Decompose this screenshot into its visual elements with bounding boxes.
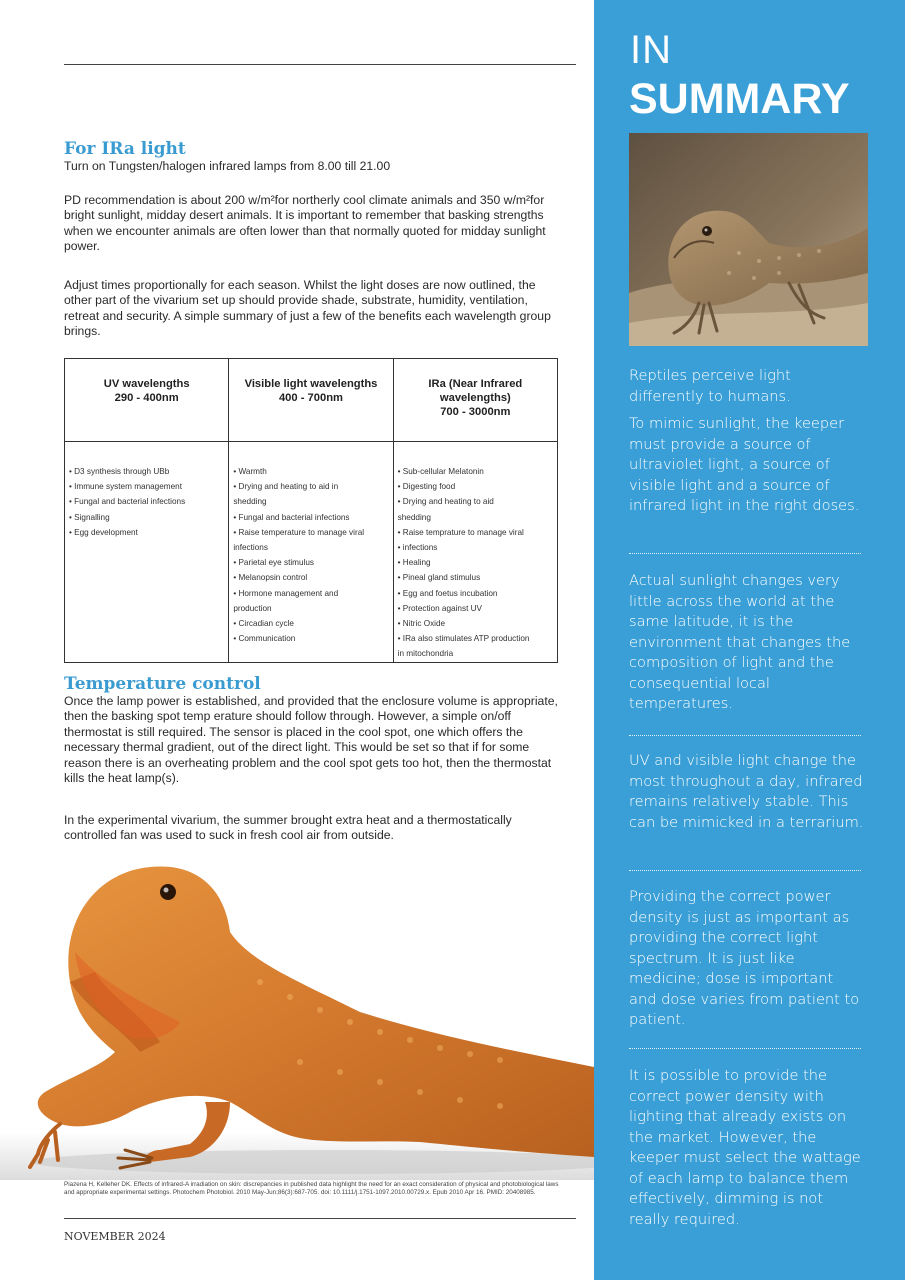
list-item: production bbox=[233, 603, 272, 613]
sidebar-title-summary: SUMMARY bbox=[629, 75, 850, 123]
list-item: • Egg and foetus incubation bbox=[397, 588, 498, 598]
table-cell-ira bbox=[393, 442, 557, 663]
list-item: • Sub-cellular Melatonin bbox=[397, 467, 484, 476]
list-item: • Parietal eye stimulus bbox=[233, 558, 315, 568]
wavelength-table bbox=[64, 358, 558, 663]
ira-paragraph-1: Turn on Tungsten/halogen infrared lamps from 8.00 till 21.00 bbox=[64, 159, 391, 173]
list-item: • Raise temprature to manage viral bbox=[397, 527, 524, 537]
ira-paragraph-2: PD recommendation is about 200 w/m²for northerly cool climate animals and 350 w/m²for bright sunlight, midday desert animals. It is important to remember that basking strengths when we encounter animals are often lower than that normally quoted for midday sunlight power. bbox=[64, 193, 546, 254]
list-item: • Fungal and bacterial infections bbox=[69, 497, 186, 507]
list-item: • Pineal gland stimulus bbox=[397, 573, 481, 583]
list-item: • Protection against UV bbox=[397, 603, 482, 613]
summary-paragraph-4: UV and visible light change the most throughout a day, infrared remains relatively stable. This can be mimicked in a terrarium. bbox=[629, 752, 864, 831]
list-item: • Healing bbox=[397, 558, 431, 568]
sidebar-title-in: IN bbox=[630, 28, 672, 72]
list-item: • Nitric Oxide bbox=[397, 619, 446, 629]
list-item: shedding bbox=[397, 512, 431, 522]
summary-paragraph-5: Providing the correct power density is just as important as providing the correct light spectrum. It is just like medicine; dose is important and dose varies from patient to patient. bbox=[629, 888, 860, 1028]
list-item: • Circadian cycle bbox=[233, 619, 294, 629]
footnote-reference: Piazena H, Kelleher DK. Effects of infrared-A irradiation on skin: discrepancies in published data highlight the need for an exact consideration of physical and photobiological laws and appropriate experimental settings. Photochem Photobiol. 2010 May-Jun;86(3):687-705. doi: 10.1111/j.1751-1097.2010.00729.x. Epub 2010 Apr 16. PMID: 20408985. bbox=[64, 1181, 559, 1196]
table-header-visible: Visible light wavelengths 400 - 700nm bbox=[229, 359, 393, 442]
temperature-paragraph-2: In the experimental vivarium, the summer brought extra heat and a thermostatically controlled fan was used to suck in fresh cool air from outside. bbox=[64, 813, 512, 843]
list-item: • Drying and heating to aid bbox=[397, 497, 494, 507]
summary-divider bbox=[629, 870, 861, 871]
list-item: • Melanopsin control bbox=[233, 573, 308, 583]
table-cell-uv bbox=[65, 442, 229, 663]
list-item: • Fungal and bacterial infections bbox=[233, 512, 350, 522]
list-item: • D3 synthesis through UBb bbox=[69, 467, 170, 476]
bearded-dragon-photo bbox=[0, 862, 594, 1180]
top-rule bbox=[64, 64, 576, 65]
table-cell-visible bbox=[229, 442, 393, 663]
list-item: • Immune system management bbox=[69, 482, 182, 492]
list-item: • Hormone management and bbox=[233, 588, 339, 598]
temperature-paragraph-1: Once the lamp power is established, and provided that the enclosure volume is appropriate, then the basking spot temp erature should follow through. However, a simple on/off thermostat is still required. The sensor is placed in the cool spot, one which offers the necessary thermal gradient, out of the direct light. This would be set so that if for some reason there is an overheating problem and the cool spot gets too hot, then the thermostat kills the heat lamp(s). bbox=[64, 694, 558, 786]
list-item: shedding bbox=[233, 497, 267, 507]
temperature-heading: Temperature control bbox=[64, 674, 261, 694]
list-item: in mitochondria bbox=[397, 649, 454, 659]
lizard-on-rock-photo bbox=[629, 133, 868, 346]
summary-paragraph-6: It is possible to provide the correct power density with lighting that already exists on the market. However, the keeper must select the wattage of each lamp to balance them effectively, dimming is not really required. bbox=[629, 1067, 861, 1228]
list-item: • Digesting food bbox=[397, 482, 456, 492]
list-item: • Drying and heating to aid in bbox=[233, 482, 339, 492]
list-item: • Signalling bbox=[69, 512, 110, 522]
summary-divider bbox=[629, 735, 861, 736]
summary-paragraph-2: To mimic sunlight, the keeper must provide a source of ultraviolet light, a source of visible light and a source of infrared light in the right doses. bbox=[629, 415, 860, 514]
list-item: • Communication bbox=[233, 634, 296, 644]
summary-paragraph-3: Actual sunlight changes very little across the world at the same latitude, it is the environment that changes the composition of light and the consequential local temperatures. bbox=[629, 572, 851, 712]
list-item: • Raise temperature to manage viral bbox=[233, 527, 365, 537]
list-item: • infections bbox=[397, 543, 438, 553]
list-item: • Egg development bbox=[69, 527, 138, 537]
list-item: • IRa also stimulates ATP production bbox=[397, 634, 530, 644]
ira-heading: For IRa light bbox=[64, 139, 186, 159]
issue-date: NOVEMBER 2024 bbox=[64, 1230, 166, 1243]
table-header-uv: UV wavelengths 290 - 400nm bbox=[65, 359, 229, 442]
summary-paragraph-1: Reptiles perceive light differently to humans. bbox=[629, 367, 791, 405]
summary-divider bbox=[629, 553, 861, 554]
list-item: • Warmth bbox=[233, 467, 267, 476]
summary-divider bbox=[629, 1048, 861, 1049]
table-header-ira: IRa (Near Infrared wavelengths) 700 - 3000nm bbox=[393, 359, 557, 442]
bottom-rule bbox=[64, 1218, 576, 1219]
list-item: infections bbox=[233, 543, 268, 553]
ira-paragraph-3: Adjust times proportionally for each season. Whilst the light doses are now outlined, the other part of the vivarium set up should provide shade, substrate, humidity, ventilation, retreat and security. A simple summary of just a few of the benefits each wavelength group brings. bbox=[64, 278, 551, 339]
